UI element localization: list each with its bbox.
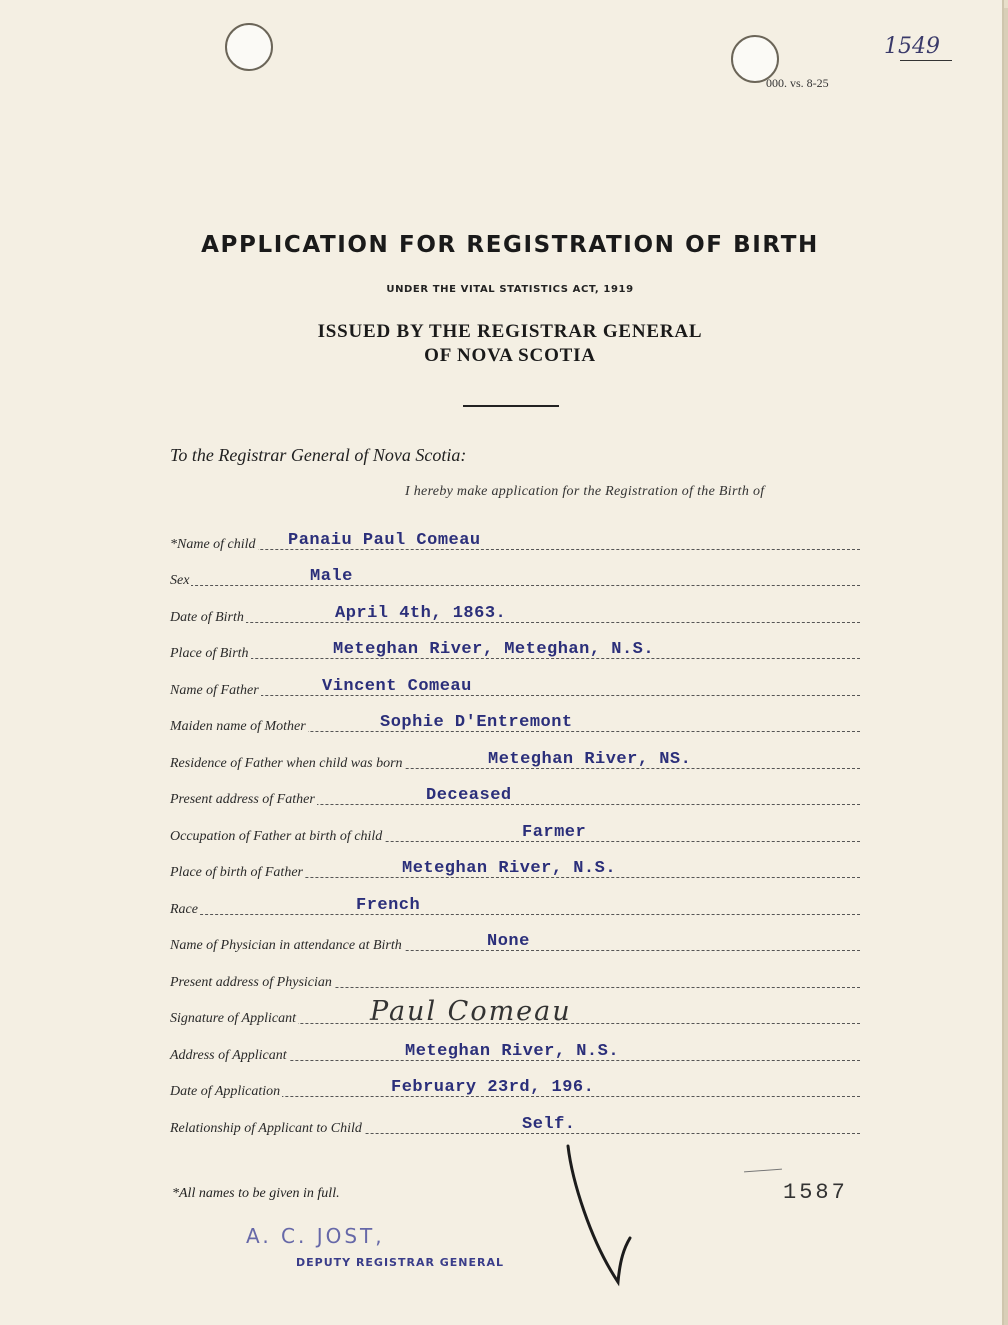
issued-line-2: OF NOVA SCOTIA: [424, 345, 596, 366]
field-label: Date of Birth: [170, 610, 244, 625]
field-value: Farmer: [522, 823, 587, 842]
field-sex: [170, 569, 860, 589]
act-subtitle: UNDER THE VITAL STATISTICS ACT, 1919: [386, 284, 634, 295]
field-value: Meteghan River, NS.: [488, 750, 692, 769]
field-address-of-applicant: [170, 1044, 860, 1064]
field-value: Male: [310, 567, 353, 586]
pencil-mark: [744, 1169, 782, 1173]
field-label: Place of Birth: [170, 646, 249, 661]
field-value: Meteghan River, N.S.: [405, 1042, 620, 1061]
field-label: Present address of Physician: [170, 975, 332, 990]
field-label: Date of Application: [170, 1084, 281, 1099]
page-title: APPLICATION FOR REGISTRATION OF BIRTH: [201, 232, 819, 258]
title-rule: [463, 405, 559, 407]
stamp-name: A. C. JOST,: [246, 1224, 385, 1248]
field-value: April 4th, 1863.: [335, 604, 507, 623]
field-value: February 23rd, 196.: [391, 1078, 595, 1097]
field-value: Panaiu Paul Comeau: [288, 531, 481, 550]
field-relationship-of-applicant: [170, 1117, 860, 1137]
field-label: Name of Father: [170, 683, 259, 698]
punch-hole: [225, 23, 273, 71]
register-number: 1587: [783, 1180, 848, 1205]
field-label: Present address of Father: [170, 792, 315, 807]
issued-line-1: ISSUED BY THE REGISTRAR GENERAL: [317, 321, 703, 342]
field-occupation-of-father: [170, 825, 860, 845]
field-present-address-of-physician: [170, 971, 860, 991]
stamp-title: DEPUTY REGISTRAR GENERAL: [296, 1256, 505, 1269]
field-name-of-physician: [170, 934, 860, 954]
field-name-of-father: [170, 679, 860, 699]
field-present-address-of-father: [170, 788, 860, 808]
field-place-of-birth: [170, 642, 860, 662]
field-residence-of-father: [170, 752, 860, 772]
field-label: *Name of child: [170, 537, 256, 552]
field-label: Address of Applicant: [170, 1048, 287, 1063]
field-value: Meteghan River, N.S.: [402, 859, 617, 878]
field-value: Self.: [522, 1115, 576, 1134]
field-label: Name of Physician in attendance at Birth: [170, 938, 402, 953]
field-label: Signature of Applicant: [170, 1011, 296, 1026]
field-date-of-birth: [170, 606, 860, 626]
intro-text: I hereby make application for the Registration of the Birth of: [405, 484, 765, 499]
field-label: Race: [170, 902, 198, 917]
issued-by: [0, 320, 1008, 368]
field-place-of-birth-of-father: [170, 861, 860, 881]
field-value: Vincent Comeau: [322, 677, 472, 696]
check-mark-icon: [560, 1140, 640, 1290]
field-value: French: [356, 896, 421, 915]
field-label: Maiden name of Mother: [170, 719, 306, 734]
addressee: To the Registrar General of Nova Scotia:: [170, 445, 467, 465]
field-name-of-child: [170, 533, 860, 553]
field-race: [170, 898, 860, 918]
applicant-signature: Paul Comeau: [370, 996, 572, 1027]
field-value: None: [487, 932, 530, 951]
field-label: Place of birth of Father: [170, 865, 303, 880]
field-maiden-name-of-mother: [170, 715, 860, 735]
field-value: Deceased: [426, 786, 512, 805]
field-value: Meteghan River, Meteghan, N.S.: [333, 640, 655, 659]
field-label: Occupation of Father at birth of child: [170, 829, 383, 844]
field-date-of-application: [170, 1080, 860, 1100]
footnote: *All names to be given in full.: [172, 1186, 340, 1201]
field-value: Sophie D'Entremont: [380, 713, 573, 732]
file-number-underline: [900, 60, 952, 61]
field-label: Relationship of Applicant to Child: [170, 1121, 362, 1136]
field-label: Sex: [170, 573, 190, 588]
field-label: Residence of Father when child was born: [170, 756, 403, 771]
field-signature-of-applicant: [170, 996, 860, 1027]
file-number: 1549: [884, 34, 940, 59]
form-code: 000. vs. 8-25: [766, 76, 829, 90]
